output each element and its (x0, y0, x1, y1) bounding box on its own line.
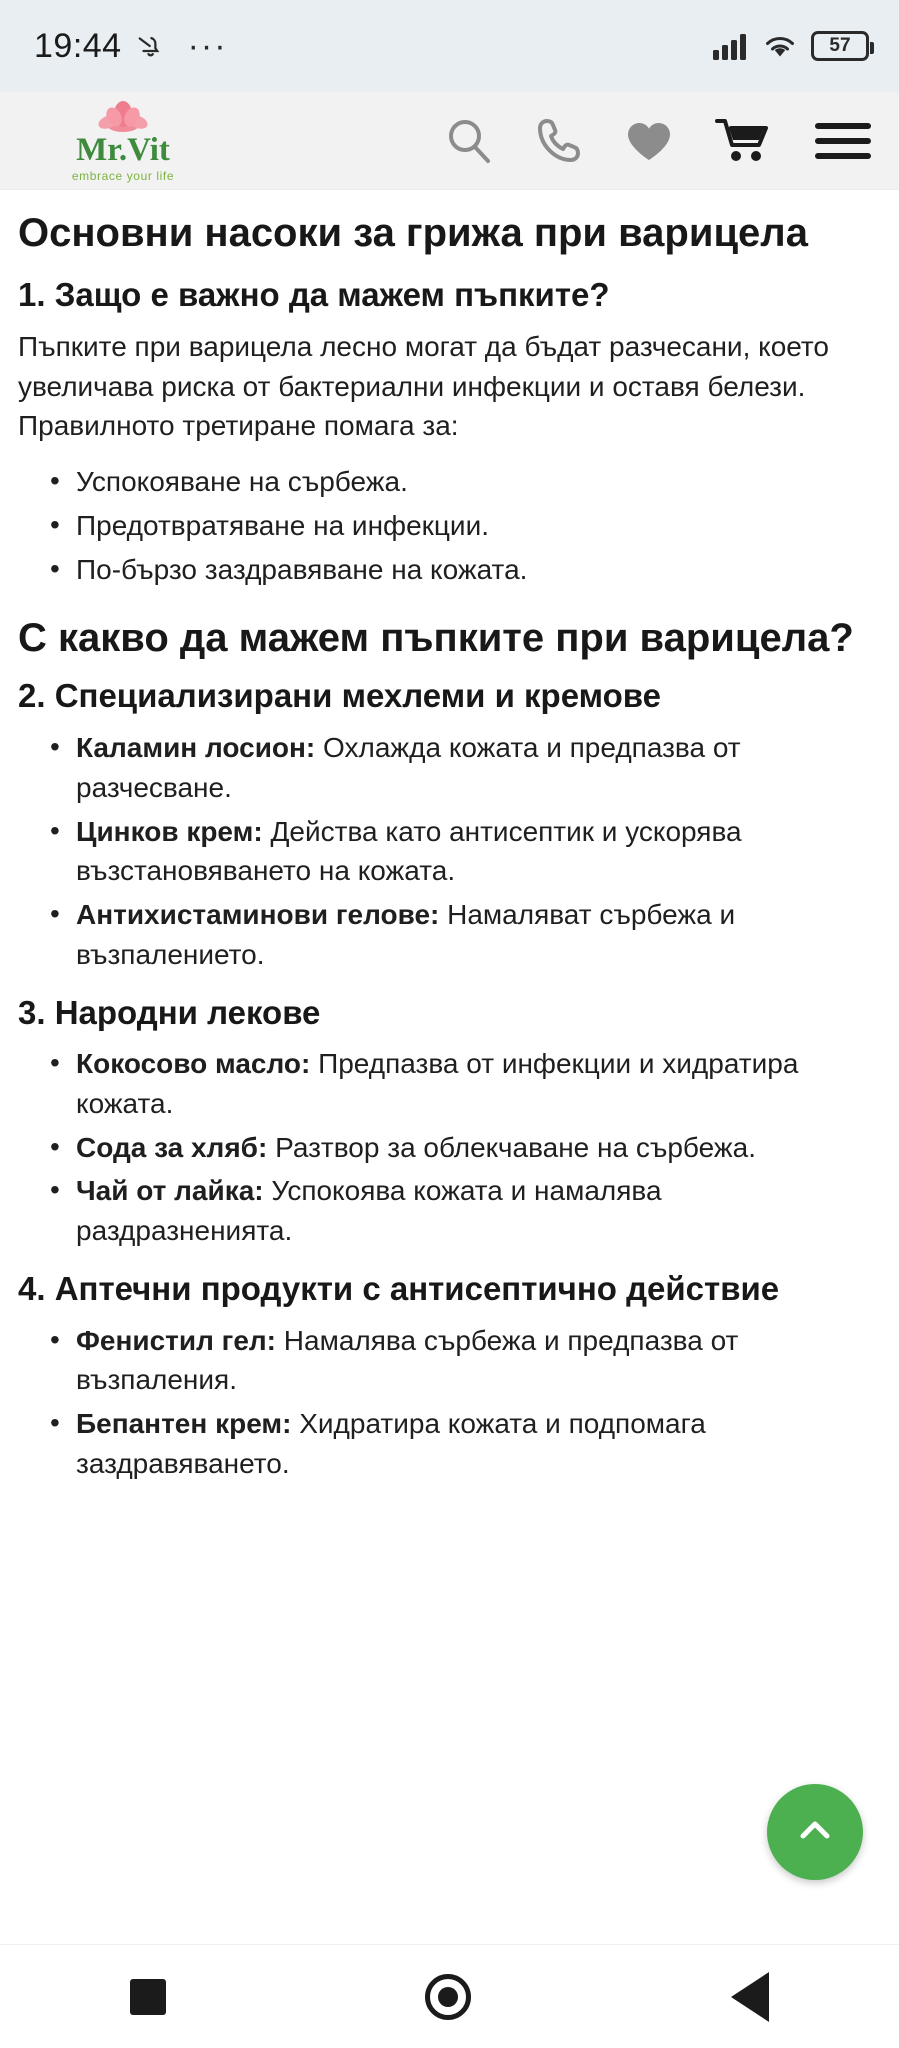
circle-home-icon[interactable] (425, 1974, 471, 2020)
logo-tagline: embrace your life (71, 168, 175, 183)
list-item (76, 1321, 881, 1401)
android-nav-bar (0, 1944, 899, 2048)
status-bar-right (713, 31, 869, 61)
square-recents-icon[interactable] (130, 1979, 166, 2015)
list-item-term: Фенистил гел: (76, 1324, 277, 1356)
list-item-text: Разтвор за облекчаване на сърбежа. (267, 1131, 756, 1163)
list-item: • Предотвратяване на инфекции. (76, 506, 881, 546)
wifi-icon (763, 32, 797, 60)
list-item (76, 1404, 881, 1484)
list-item-text: Действа като антисептик и ускорява възстановяването на кожата. (76, 815, 742, 887)
section-3-list (18, 1044, 881, 1251)
section-3-heading: 3. Народни лекове (18, 993, 321, 1031)
list-item-text: Намаляват сърбежа и възпалението. (76, 899, 736, 970)
battery-level: 57 (829, 35, 851, 56)
list-item (76, 812, 881, 892)
heart-icon[interactable] (623, 115, 675, 167)
list-item-term: Цинков крем: (76, 815, 263, 847)
list-item (76, 1171, 881, 1251)
triangle-back-icon[interactable] (731, 1972, 769, 2022)
status-overflow: ··· (187, 27, 228, 65)
site-header (0, 92, 899, 190)
mute-bell-icon (136, 31, 166, 61)
cellular-signal-icon (713, 32, 749, 60)
list-item (76, 728, 881, 808)
list-item-text: Охлажда кожата и предпазва от разчесване. (76, 732, 741, 803)
status-bar-left (34, 27, 228, 66)
site-logo[interactable] (28, 99, 218, 183)
list-item-term: Кокосово масло: (76, 1048, 311, 1080)
list-item-term: Сода за хляб: (76, 1131, 268, 1163)
section-2-title: С какво да мажем пъпките при варицела? (18, 616, 854, 661)
search-icon[interactable] (443, 115, 495, 167)
article-content (0, 190, 899, 1484)
list-item-text: Хидратира кожата и подпомага заздравяването. (76, 1408, 706, 1479)
page-title: Основни насоки за грижа при варицела (18, 211, 808, 255)
list-item-term: Бепантен крем: (76, 1408, 292, 1439)
list-item-term: Каламин лосион: (76, 732, 316, 764)
status-bar (0, 0, 899, 92)
section-1-heading: 1. Защо е важно да мажем пъпките? (18, 276, 610, 314)
section-2-heading: 2. Специализирани мехлеми и кремове (18, 677, 661, 715)
list-item (76, 1128, 881, 1168)
scroll-to-top-button[interactable] (767, 1784, 863, 1880)
hamburger-menu-icon[interactable] (813, 118, 873, 164)
list-item (76, 1044, 881, 1124)
section-1-paragraph: Пъпките при варицела лесно могат да бъдат разчесани, което увеличава риска от бактериални инфекции и оставя белези. Правилното третиране помага за: (18, 330, 829, 442)
header-icon-group (218, 115, 877, 167)
section-4-heading: 4. Аптечни продукти с антисептично действие (18, 1269, 780, 1307)
list-item-text: Предпазва от инфекции и хидратира кожата. (76, 1048, 799, 1119)
section-1-list (18, 462, 881, 589)
battery-indicator (811, 31, 869, 61)
list-item-text: Успокоява кожата и намалява раздразненията. (76, 1175, 662, 1247)
logo-name: Mr.Vit (76, 131, 170, 168)
list-item-text: Намалява сърбежа и предпазва от възпаления. (76, 1324, 739, 1396)
list-item-term: Антихистаминови гелове: (76, 899, 440, 931)
phone-icon[interactable] (535, 115, 583, 167)
list-item: • По-бързо заздравяване на кожата. (76, 550, 881, 590)
status-time: 19:44 (34, 26, 122, 65)
list-item-term: Чай от лайка: (76, 1175, 264, 1207)
cart-icon[interactable] (715, 115, 773, 167)
list-item (76, 895, 881, 975)
section-2-list (18, 728, 881, 975)
list-item: • Успокояване на сърбежа. (76, 462, 881, 502)
section-4-list (18, 1321, 881, 1484)
chevron-up-icon (791, 1807, 839, 1858)
